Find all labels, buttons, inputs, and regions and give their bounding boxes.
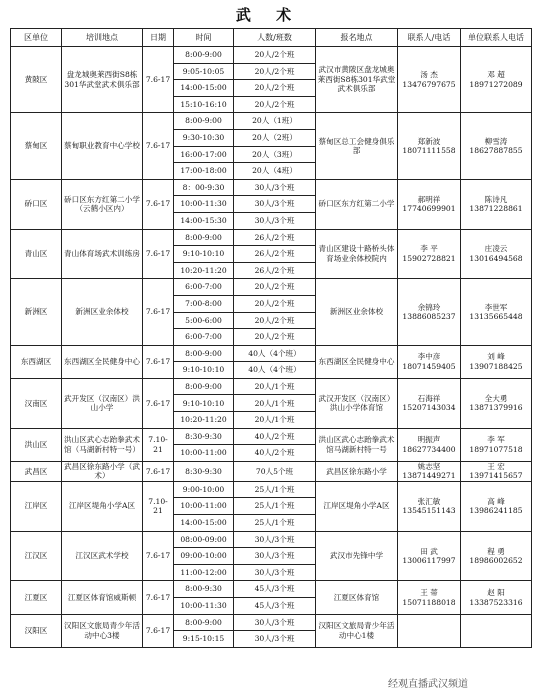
header-district: 区单位 bbox=[11, 29, 62, 47]
contact-cell bbox=[398, 279, 461, 345]
unit-contact-phone: 13871228861 bbox=[469, 204, 523, 214]
capacity-cell: 30人/3个班 bbox=[234, 631, 316, 648]
contact-name: 余锦玲 bbox=[417, 302, 441, 312]
district-cell: 汉南区 bbox=[11, 378, 62, 428]
registration-cell: 青山区建设十路桥头体育场业余体校院内 bbox=[316, 229, 398, 279]
unit-contact-cell bbox=[461, 229, 532, 279]
contact-cell bbox=[398, 461, 461, 481]
district-cell: 江汉区 bbox=[11, 531, 62, 581]
capacity-cell: 20人/1个班 bbox=[234, 412, 316, 429]
unit-contact-cell bbox=[461, 481, 532, 531]
date-cell: 7.6-17 bbox=[143, 461, 174, 481]
table-row bbox=[11, 113, 532, 130]
registration-cell: 蔡甸区总工会健身俱乐部 bbox=[316, 113, 398, 179]
date-cell: 7.6-17 bbox=[143, 531, 174, 581]
table-row bbox=[11, 47, 532, 64]
registration-cell: 武汉市黄陂区盘龙城奥莱西街S8栋301华武堂武术俱乐部 bbox=[316, 47, 398, 113]
table-row bbox=[11, 461, 532, 481]
contact-cell bbox=[398, 47, 461, 113]
header-capacity: 人数/班数 bbox=[234, 29, 316, 47]
registration-cell: 东西湖区全民健身中心 bbox=[316, 345, 398, 378]
contact-cell bbox=[398, 229, 461, 279]
capacity-cell: 25人/1个班 bbox=[234, 515, 316, 532]
capacity-cell: 20人（1班） bbox=[234, 113, 316, 130]
capacity-cell: 20人/2个班 bbox=[234, 96, 316, 113]
contact-name: 郝明祥 bbox=[417, 194, 441, 204]
date-cell: 7.6-17 bbox=[143, 113, 174, 179]
contact-phone: 17740699901 bbox=[402, 204, 456, 214]
contact-phone: 15207143034 bbox=[402, 403, 456, 413]
unit-contact-name: 程 勇 bbox=[487, 546, 505, 556]
header-row bbox=[11, 29, 532, 47]
header-registration: 报名地点 bbox=[316, 29, 398, 47]
contact-cell bbox=[398, 345, 461, 378]
unit-contact-cell bbox=[461, 614, 532, 647]
time-cell: 8:00-9:00 bbox=[174, 614, 234, 631]
contact-name: 李 平 bbox=[420, 244, 438, 254]
date-cell: 7.10-21 bbox=[143, 481, 174, 531]
schedule-table bbox=[10, 28, 532, 648]
date-cell: 7.6-17 bbox=[143, 229, 174, 279]
contact-name: 汤 杰 bbox=[420, 70, 438, 80]
time-cell: 10:20-11:20 bbox=[174, 262, 234, 279]
unit-contact-cell bbox=[461, 378, 532, 428]
unit-contact-cell bbox=[461, 113, 532, 179]
time-cell: 08:00-09:00 bbox=[174, 531, 234, 548]
contact-cell bbox=[398, 113, 461, 179]
registration-cell: 汉阳区文旅局青少年活动中心1楼 bbox=[316, 614, 398, 647]
unit-contact-name: 全大勇 bbox=[484, 393, 508, 403]
unit-contact-name: 高 峰 bbox=[487, 496, 505, 506]
unit-contact-cell bbox=[461, 345, 532, 378]
time-cell: 14:00-15:00 bbox=[174, 515, 234, 532]
table-row bbox=[11, 345, 532, 362]
time-cell: 8:00-9:00 bbox=[174, 113, 234, 130]
time-cell: 9:30-10:30 bbox=[174, 129, 234, 146]
page-title: 武 术 bbox=[235, 6, 302, 24]
capacity-cell: 70人5个班 bbox=[234, 461, 316, 481]
registration-cell: 江岸区堤角小学A区 bbox=[316, 481, 398, 531]
registration-cell: 洪山区武心志跆拳武术馆马湖新村特一号 bbox=[316, 428, 398, 461]
header-time: 时间 bbox=[174, 29, 234, 47]
unit-contact-phone: 13907188425 bbox=[469, 361, 523, 371]
district-cell: 黄陂区 bbox=[11, 47, 62, 113]
date-cell: 7.6-17 bbox=[143, 47, 174, 113]
capacity-cell: 45人/3个班 bbox=[234, 598, 316, 615]
registration-cell: 武昌区徐东路小学 bbox=[316, 461, 398, 481]
contact-cell bbox=[398, 378, 461, 428]
contact-name: 李中彦 bbox=[417, 352, 441, 362]
date-cell: 7.6-17 bbox=[143, 614, 174, 647]
contact-phone: 13886085237 bbox=[402, 312, 456, 321]
venue-cell: 江汉区武术学校 bbox=[62, 531, 143, 581]
district-cell: 蔡甸区 bbox=[11, 113, 62, 179]
venue-cell: 新洲区业余体校 bbox=[62, 279, 143, 345]
contact-cell bbox=[398, 581, 461, 614]
capacity-cell: 45人/3个班 bbox=[234, 581, 316, 598]
date-cell: 7.6-17 bbox=[143, 179, 174, 229]
venue-cell: 武开发区（汉南区）洪山小学 bbox=[62, 378, 143, 428]
capacity-cell: 30人/3个班 bbox=[234, 548, 316, 565]
capacity-cell: 25人/1个班 bbox=[234, 481, 316, 498]
district-cell: 新洲区 bbox=[11, 279, 62, 345]
table-row bbox=[11, 581, 532, 598]
capacity-cell: 20人（2班） bbox=[234, 129, 316, 146]
time-cell: 8:30-9:30 bbox=[174, 428, 234, 445]
table-row bbox=[11, 179, 532, 196]
time-cell: 5:00-6:00 bbox=[174, 312, 234, 329]
contact-phone: 15902728821 bbox=[402, 253, 456, 263]
table-row bbox=[11, 229, 532, 246]
time-cell: 11:00-12:00 bbox=[174, 564, 234, 581]
capacity-cell: 30人/3个班 bbox=[234, 196, 316, 213]
date-cell: 7.10-21 bbox=[143, 428, 174, 461]
unit-contact-name: 陈诗凡 bbox=[484, 194, 508, 204]
unit-contact-name: 柳雪涛 bbox=[484, 136, 508, 146]
unit-contact-name: 李世军 bbox=[484, 302, 508, 312]
time-cell: 8:00-9:00 bbox=[174, 47, 234, 64]
venue-cell: 江岸区堤角小学A区 bbox=[62, 481, 143, 531]
time-cell: 8:00-9:00 bbox=[174, 229, 234, 246]
unit-contact-phone: 18971077518 bbox=[469, 444, 523, 454]
registration-cell: 武汉市先锋中学 bbox=[316, 531, 398, 581]
unit-contact-phone: 13986241185 bbox=[469, 506, 523, 516]
contact-name: 田 武 bbox=[420, 546, 438, 556]
capacity-cell: 20人/2个班 bbox=[234, 47, 316, 64]
capacity-cell: 30人/3个班 bbox=[234, 212, 316, 229]
capacity-cell: 20人/1个班 bbox=[234, 378, 316, 395]
contact-phone: 13871449271 bbox=[402, 471, 456, 481]
time-cell: 6:00-7:00 bbox=[174, 279, 234, 296]
unit-contact-name: 邓 超 bbox=[487, 70, 505, 80]
contact-cell bbox=[398, 481, 461, 531]
unit-contact-cell bbox=[461, 531, 532, 581]
contact-name: 姚志坚 bbox=[417, 461, 441, 471]
time-cell: 09:00-10:00 bbox=[174, 548, 234, 565]
registration-cell: 硚口区东方红第二小学 bbox=[316, 179, 398, 229]
table-row bbox=[11, 428, 532, 445]
unit-contact-phone: 18971272089 bbox=[469, 79, 523, 89]
venue-cell: 硚口区东方红第二小学（云鹤小区内） bbox=[62, 179, 143, 229]
capacity-cell: 20人/2个班 bbox=[234, 279, 316, 296]
date-cell: 7.6-17 bbox=[143, 378, 174, 428]
unit-contact-cell bbox=[461, 279, 532, 345]
contact-cell bbox=[398, 179, 461, 229]
time-cell: 10:00-11:30 bbox=[174, 196, 234, 213]
header-contact: 联系人/电话 bbox=[398, 29, 461, 47]
contact-cell bbox=[398, 428, 461, 461]
unit-contact-cell bbox=[461, 47, 532, 113]
unit-contact-name: 刘 峰 bbox=[487, 352, 505, 362]
time-cell: 8：00-9:30 bbox=[174, 179, 234, 196]
time-cell: 9:10-10:10 bbox=[174, 246, 234, 263]
district-cell: 硚口区 bbox=[11, 179, 62, 229]
time-cell: 8:30-9:30 bbox=[174, 461, 234, 481]
time-cell: 9:15-10:15 bbox=[174, 631, 234, 648]
capacity-cell: 20人/2个班 bbox=[234, 295, 316, 312]
unit-contact-name: 赵 阳 bbox=[487, 588, 505, 597]
venue-cell: 汉阳区文旅局青少年活动中心3楼 bbox=[62, 614, 143, 647]
time-cell: 9:05-10:05 bbox=[174, 63, 234, 80]
venue-cell: 江夏区体育馆威斯顿 bbox=[62, 581, 143, 614]
district-cell: 青山区 bbox=[11, 229, 62, 279]
capacity-cell: 30人/3个班 bbox=[234, 564, 316, 581]
unit-contact-phone: 13971415657 bbox=[469, 471, 523, 481]
schedule-body bbox=[11, 47, 532, 648]
contact-name: 张汇敏 bbox=[417, 496, 441, 506]
time-cell: 10:00-11:00 bbox=[174, 498, 234, 515]
district-cell: 江岸区 bbox=[11, 481, 62, 531]
unit-contact-phone: 13135665448 bbox=[469, 312, 523, 321]
venue-cell: 洪山区武心志跆拳武术馆（马湖新村特一号） bbox=[62, 428, 143, 461]
capacity-cell: 30人/3个班 bbox=[234, 531, 316, 548]
capacity-cell: 40人/2个班 bbox=[234, 428, 316, 445]
contact-phone: 13545151143 bbox=[402, 506, 456, 516]
time-cell: 8:00-9:00 bbox=[174, 345, 234, 362]
registration-cell: 新洲区业余体校 bbox=[316, 279, 398, 345]
header-unit-contact: 单位联系人电话 bbox=[461, 29, 532, 47]
contact-name: 王 蒂 bbox=[420, 588, 438, 597]
time-cell: 10:20-11:20 bbox=[174, 412, 234, 429]
time-cell: 10:00-11:00 bbox=[174, 445, 234, 462]
time-cell: 8:00-9:00 bbox=[174, 378, 234, 395]
contact-phone: 15071188018 bbox=[402, 597, 456, 607]
district-cell: 洪山区 bbox=[11, 428, 62, 461]
time-cell: 15:10-16:10 bbox=[174, 96, 234, 113]
capacity-cell: 26人/2个班 bbox=[234, 229, 316, 246]
unit-contact-name: 李 军 bbox=[487, 435, 505, 445]
time-cell: 9:10-10:10 bbox=[174, 395, 234, 412]
contact-phone: 18627734400 bbox=[402, 444, 456, 454]
venue-cell: 青山体育场武术训练房 bbox=[62, 229, 143, 279]
capacity-cell: 40人（4个班） bbox=[234, 362, 316, 379]
unit-contact-phone: 13016494568 bbox=[469, 253, 523, 263]
capacity-cell: 20人/2个班 bbox=[234, 312, 316, 329]
capacity-cell: 20人/1个班 bbox=[234, 395, 316, 412]
header-venue: 培训地点 bbox=[62, 29, 143, 47]
table-row bbox=[11, 279, 532, 296]
capacity-cell: 20人/2个班 bbox=[234, 63, 316, 80]
capacity-cell: 26人/2个班 bbox=[234, 262, 316, 279]
capacity-cell: 20人（4班） bbox=[234, 163, 316, 180]
contact-phone: 18071459405 bbox=[402, 361, 456, 371]
capacity-cell: 30人/3个班 bbox=[234, 179, 316, 196]
district-cell: 东西湖区 bbox=[11, 345, 62, 378]
capacity-cell: 20人/2个班 bbox=[234, 80, 316, 97]
contact-cell bbox=[398, 531, 461, 581]
table-row bbox=[11, 378, 532, 395]
unit-contact-cell bbox=[461, 461, 532, 481]
capacity-cell: 30人/3个班 bbox=[234, 614, 316, 631]
unit-contact-cell bbox=[461, 428, 532, 461]
capacity-cell: 25人/1个班 bbox=[234, 498, 316, 515]
time-cell: 7:00-8:00 bbox=[174, 295, 234, 312]
capacity-cell: 40人（4个班） bbox=[234, 345, 316, 362]
time-cell: 10:00-11:30 bbox=[174, 598, 234, 615]
time-cell: 16:00-17:00 bbox=[174, 146, 234, 163]
table-row bbox=[11, 614, 532, 631]
date-cell: 7.6-17 bbox=[143, 279, 174, 345]
capacity-cell: 26人/2个班 bbox=[234, 246, 316, 263]
unit-contact-name: 王 宏 bbox=[487, 461, 505, 471]
unit-contact-cell bbox=[461, 179, 532, 229]
contact-phone: 18071111558 bbox=[402, 146, 456, 156]
time-cell: 9:10-10:10 bbox=[174, 362, 234, 379]
contact-cell bbox=[398, 614, 461, 647]
registration-cell: 武汉开发区（汉南区）洪山小学体育馆 bbox=[316, 378, 398, 428]
time-cell: 14:00-15:30 bbox=[174, 212, 234, 229]
capacity-cell: 20人（3班） bbox=[234, 146, 316, 163]
unit-contact-name: 庄凌云 bbox=[484, 244, 508, 254]
contact-name: 郑新波 bbox=[417, 136, 441, 146]
time-cell: 8:00-9:30 bbox=[174, 581, 234, 598]
district-cell: 江夏区 bbox=[11, 581, 62, 614]
header-date: 日期 bbox=[143, 29, 174, 47]
venue-cell: 武昌区徐东路小学（武术） bbox=[62, 461, 143, 481]
venue-cell: 蔡甸职业教育中心学校 bbox=[62, 113, 143, 179]
contact-phone: 13476797675 bbox=[402, 79, 456, 89]
contact-phone: 13006117997 bbox=[402, 556, 456, 566]
contact-name: 石海祥 bbox=[417, 393, 441, 403]
date-cell: 7.6-17 bbox=[143, 345, 174, 378]
unit-contact-phone: 18986002652 bbox=[469, 556, 523, 566]
district-cell: 武昌区 bbox=[11, 461, 62, 481]
contact-name: 明振声 bbox=[417, 435, 441, 445]
time-cell: 6:00-7:00 bbox=[174, 329, 234, 346]
time-cell: 17:00-18:00 bbox=[174, 163, 234, 180]
time-cell: 9:00-10:00 bbox=[174, 481, 234, 498]
date-cell: 7.6-17 bbox=[143, 581, 174, 614]
capacity-cell: 40人/2个班 bbox=[234, 445, 316, 462]
table-row bbox=[11, 481, 532, 498]
venue-cell: 盘龙城奥莱西街S8栋301华武堂武术俱乐部 bbox=[62, 47, 143, 113]
unit-contact-cell bbox=[461, 581, 532, 614]
unit-contact-phone: 13871379916 bbox=[469, 403, 523, 413]
registration-cell: 江夏区体育馆 bbox=[316, 581, 398, 614]
district-cell: 汉阳区 bbox=[11, 614, 62, 647]
time-cell: 14:00-15:00 bbox=[174, 80, 234, 97]
unit-contact-phone: 13387523316 bbox=[469, 597, 523, 607]
venue-cell: 东西湖区全民健身中心 bbox=[62, 345, 143, 378]
unit-contact-phone: 18627887855 bbox=[469, 146, 523, 156]
capacity-cell: 20人/2个班 bbox=[234, 329, 316, 346]
watermark: 经观直播武汉频道 bbox=[384, 677, 537, 693]
table-row bbox=[11, 531, 532, 548]
